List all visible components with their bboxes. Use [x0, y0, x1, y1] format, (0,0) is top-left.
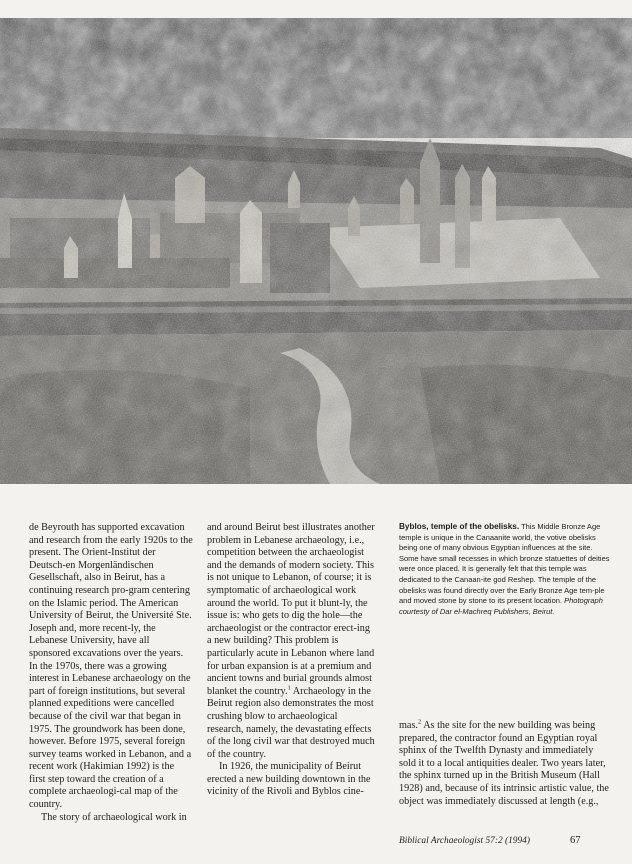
excavation-photo	[0, 18, 632, 484]
page-number: 67	[570, 835, 581, 846]
column-1	[29, 522, 193, 824]
column-2-paragraph-2: In 1926, the municipality of Beirut erected a new building downtown in the vicinity of the Rivoli and Byblos cine-	[207, 761, 371, 798]
column-3-text: mas.	[399, 720, 418, 731]
column-3-continued: As the site for the new building was being prepared, the contractor found an Egyptian royal sphinx of the Twelfth Dynasty and immediately sold it to a local antiquities dealer. Two years later, the sphinx turned up in the British Museum (Hall 1928) and, because of its intrinsic artistic value, the object was immediately discussed at length (e.g.,	[399, 720, 609, 807]
column-1-paragraph-1: de Beyrouth has supported excavation and research from the early 1920s to the present. The Orient-Institut der Deutsch-en Morgenländischen Gesellschaft, also in Beirut, has a continuing research pro-gram centering on the Islamic period. The American University of Beirut, the Université Ste. Joseph and, more recent-ly, the Lebanese University, have all sponsored excavations over the years. In the 1970s, there was a growing interest in Lebanese archaeology on the part of foreign institutions, but several planned expeditions were cancelled because of the civil war that began in 1975. The groundwork has been done, however. Before 1975, several foreign survey teams worked in Lebanon, and a recent work (Hakimian 1992) is the first step toward the creation of a complete archaeologi-cal map of the country.	[29, 522, 193, 811]
column-3-paragraph	[399, 720, 611, 808]
footnote-ref-2[interactable]: 2	[417, 718, 422, 726]
excavation-site-photo-icon	[0, 18, 632, 484]
column-2-paragraph-1-continued: Archaeology in the Beirut region also demonstrates the most crushing blow to archaeological research, namely, the devastating effects of the long civil war that destroyed much of the country.	[207, 685, 375, 760]
column-2-paragraph-1	[207, 522, 375, 761]
caption-text	[399, 522, 611, 617]
footnote-ref-1[interactable]: 1	[287, 684, 291, 692]
journal-citation: Biblical Archaeologist 57:2 (1994)	[399, 836, 530, 846]
column-1-paragraph-2: The story of archaeological work in	[41, 811, 187, 823]
column-3	[399, 720, 611, 808]
column-2	[207, 522, 375, 799]
column-2-paragraph-1-text: and around Beirut best illustrates another problem in Lebanese archaeology, i.e., competition between the archaeologist and the demands of modern society. This is not unique to Lebanon, of course; it is symptomatic of archaeological work around the world. To put it blunt-ly, the issue is: who gets to dig the hole—the archaeologist or the contractor erect-ing a new building? This problem is particularly acute in Lebanon where land for urban expansion is at a premium and ancient towns and burial grounds almost blanket the country.	[207, 522, 375, 697]
photo-caption	[399, 522, 611, 617]
caption-body: This Middle Bronze Age temple is unique in the Canaanite world, the votive obelisks being one of many obvious Egyptian influences at the site. Some have small recesses in which bronze statuettes of deities were once placed. It is generally felt that this temple was dedicated to the Canaan-ite god Reshep. The temple of the obelisks was found directly over the Early Bronze Age tem-ple and moved stone by stone to its present location.	[399, 522, 610, 606]
caption-credit: Photograph courtesty of Dar el-Machreq Publishers, Beirut.	[399, 596, 603, 616]
caption-title: Byblos, temple of the obelisks.	[399, 522, 520, 531]
